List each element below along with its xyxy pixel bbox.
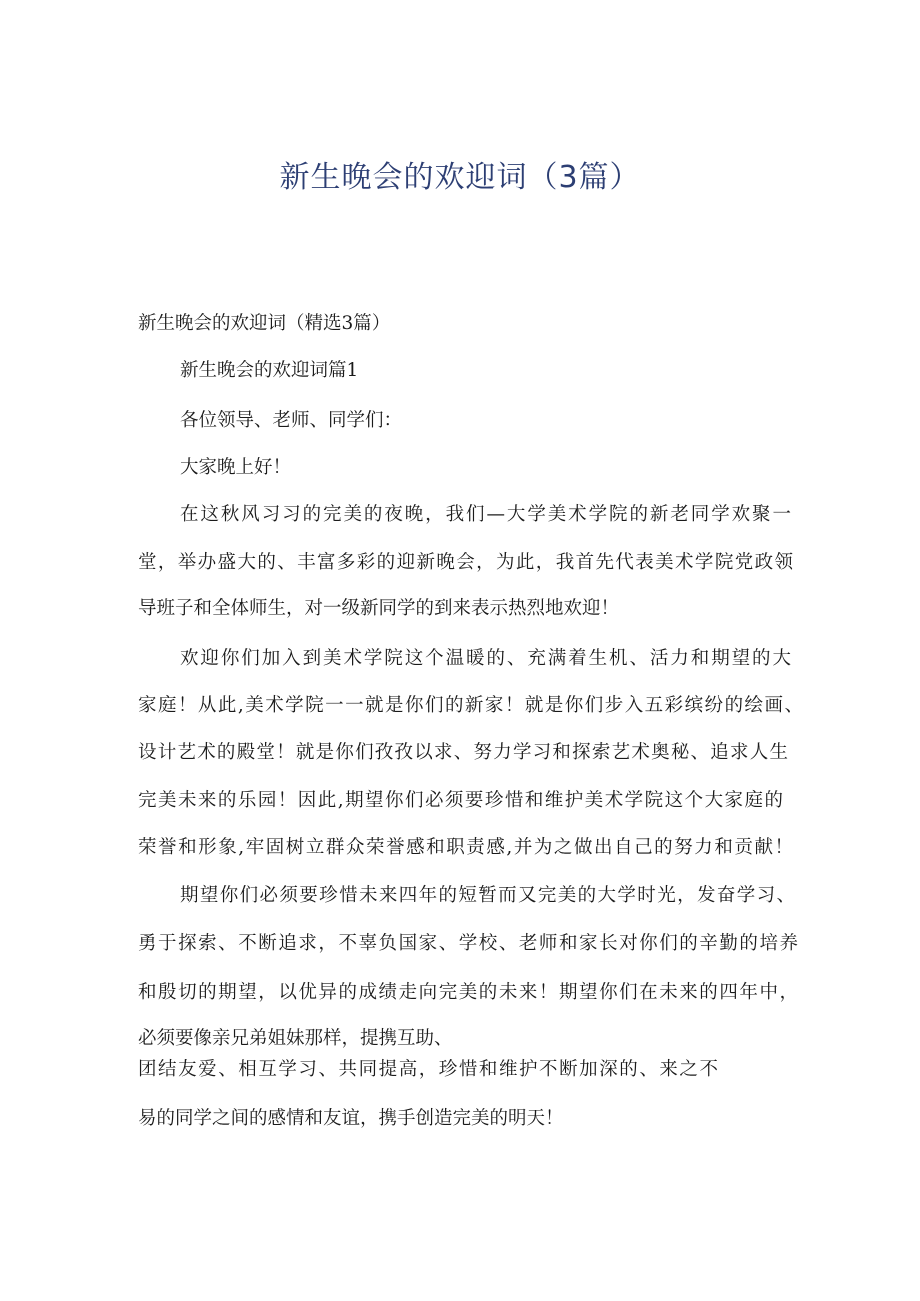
paragraph-line: 和殷切的期望，以优异的成绩走向完美的未来！期望你们在未来的四年中， (138, 982, 798, 1003)
section-heading: 新生晚会的欢迎词篇1 (180, 360, 359, 381)
paragraph-line: 期望你们必须要珍惜未来四年的短暂而又完美的大学时光，发奋学习、 (180, 885, 795, 906)
paragraph-line: 设计艺术的殿堂！就是你们孜孜以求、努力学习和探索艺术奥秘、追求人生 (138, 742, 788, 763)
greeting: 大家晚上好！ (180, 457, 292, 478)
paragraph-line: 导班子和全体师生，对一级新同学的到来表示热烈地欢迎！ (138, 598, 620, 619)
paragraph-line: 欢迎你们加入到美术学院这个温暖的、充满着生机、活力和期望的大 (180, 648, 791, 669)
paragraph-line: 勇于探索、不断追求，不辜负国家、学校、老师和家长对你们的辛勤的培养 (138, 933, 798, 954)
paragraph-line: 在这秋风习习的完美的夜晚，我们—大学美术学院的新老同学欢聚一 (180, 504, 791, 525)
paragraph-line: 堂，举办盛大的、丰富多彩的迎新晚会，为此，我首先代表美术学院党政领 (138, 552, 793, 573)
salutation: 各位领导、老师、同学们： (180, 410, 403, 431)
paragraph-line: 团结友爱、相互学习、共同提高，珍惜和维护不断加深的、来之不 (138, 1059, 718, 1080)
paragraph-line: 易的同学之间的感情和友谊，携手创造完美的明天！ (138, 1108, 564, 1129)
document-subtitle: 新生晚会的欢迎词（精选3篇） (138, 313, 391, 334)
paragraph-line: 必须要像亲兄弟姐妹那样，提携互助、 (138, 1028, 453, 1049)
document-title: 新生晚会的欢迎词（3篇） (279, 160, 641, 195)
paragraph-line: 完美未来的乐园！因此,期望你们必须要珍惜和维护美术学院这个大家庭的 (138, 790, 783, 811)
paragraph-line: 荣誉和形象,牢固树立群众荣誉感和职责感,并为之做出自己的努力和贡献！ (138, 837, 793, 858)
paragraph-line: 家庭！从此,美术学院一一就是你们的新家！就是你们步入五彩缤纷的绘画、 (138, 695, 803, 716)
